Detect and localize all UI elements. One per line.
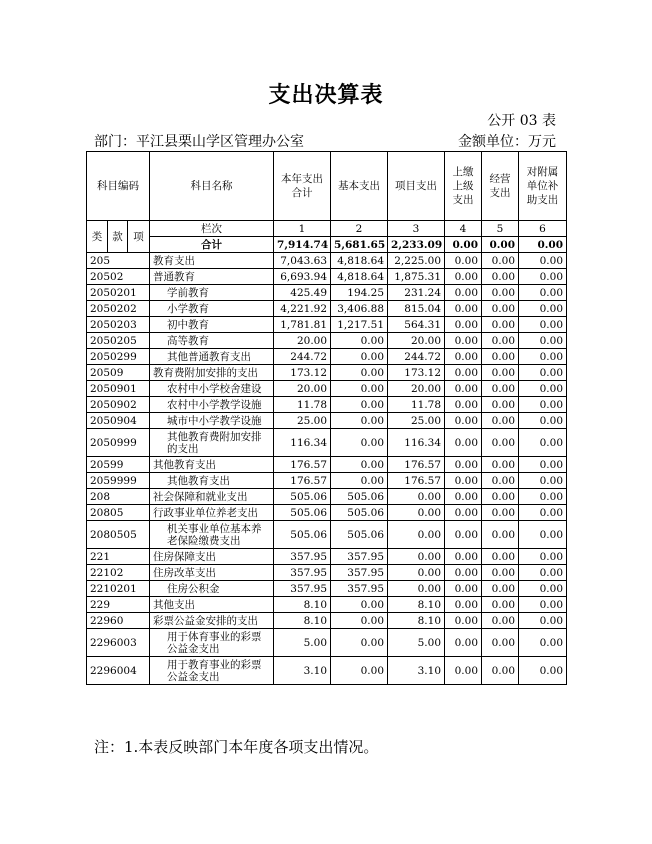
header-lei: 类 (87, 221, 108, 253)
row-value: 0.00 (388, 549, 445, 565)
row-name: 初中教育 (167, 318, 210, 331)
row-value: 0.00 (388, 505, 445, 521)
table-row (87, 581, 567, 597)
row-name: 其他普通教育支出 (167, 350, 252, 363)
row-value: 7,043.63 (274, 253, 331, 269)
page-title: 支出决算表 (268, 83, 384, 108)
table-row (87, 365, 567, 381)
total-cell: 0.00 (519, 237, 567, 253)
row-code: 221 (87, 549, 150, 565)
row-value: 8.10 (388, 597, 445, 613)
row-value: 0.00 (519, 565, 567, 581)
table-row (87, 613, 567, 629)
row-value: 0.00 (519, 489, 567, 505)
header-operating: 经营支出 (482, 152, 519, 221)
row-value: 244.72 (388, 349, 445, 365)
row-name: 住房改革支出 (153, 566, 217, 579)
row-value: 0.00 (519, 365, 567, 381)
table-row (87, 317, 567, 333)
row-value: 0.00 (445, 565, 482, 581)
row-code: 2210201 (87, 581, 150, 597)
row-value: 20.00 (388, 333, 445, 349)
row-name: 住房保障支出 (153, 550, 217, 563)
row-code: 20599 (87, 457, 150, 473)
table-row (87, 333, 567, 349)
col-number: 1 (274, 221, 331, 237)
row-value: 8.10 (274, 613, 331, 629)
row-name-cell (150, 565, 274, 581)
row-value: 0.00 (482, 457, 519, 473)
table-row (87, 521, 567, 549)
row-value: 0.00 (519, 613, 567, 629)
row-name: 普通教育 (153, 270, 196, 283)
row-value: 0.00 (388, 489, 445, 505)
row-value: 0.00 (519, 457, 567, 473)
department-label: 部门：平江县栗山学区管理办公室 (94, 134, 304, 150)
row-value: 357.95 (274, 565, 331, 581)
header-lanci: 栏次 (150, 221, 274, 237)
row-value: 0.00 (445, 489, 482, 505)
row-value: 0.00 (331, 473, 388, 489)
row-value: 0.00 (445, 349, 482, 365)
row-value: 505.06 (274, 521, 331, 549)
row-value: 0.00 (445, 301, 482, 317)
row-value: 0.00 (331, 613, 388, 629)
row-value: 0.00 (445, 269, 482, 285)
row-value: 173.12 (388, 365, 445, 381)
row-value: 1,875.31 (388, 269, 445, 285)
row-value: 0.00 (331, 413, 388, 429)
table-row (87, 473, 567, 489)
table-row (87, 457, 567, 473)
row-name-cell (150, 269, 274, 285)
table-row (87, 349, 567, 365)
row-name-cell (150, 581, 274, 597)
row-code: 22960 (87, 613, 150, 629)
header-heji: 合计 (150, 237, 274, 253)
row-name: 农村中小学教学设施 (167, 398, 262, 411)
row-value: 0.00 (482, 317, 519, 333)
row-value: 0.00 (482, 521, 519, 549)
row-code: 2050201 (87, 285, 150, 301)
table-row (87, 285, 567, 301)
table-row (87, 397, 567, 413)
table-row (87, 381, 567, 397)
row-value: 194.25 (331, 285, 388, 301)
row-name: 高等教育 (167, 334, 210, 347)
row-value: 3,406.88 (331, 301, 388, 317)
row-code: 20805 (87, 505, 150, 521)
row-code: 20502 (87, 269, 150, 285)
total-cell: 0.00 (445, 237, 482, 253)
row-value: 0.00 (519, 381, 567, 397)
row-value: 357.95 (274, 549, 331, 565)
row-code: 2059999 (87, 473, 150, 489)
row-value: 0.00 (482, 381, 519, 397)
row-name-cell (150, 253, 274, 269)
col-number: 6 (519, 221, 567, 237)
row-code: 229 (87, 597, 150, 613)
row-code: 205 (87, 253, 150, 269)
row-value: 0.00 (445, 597, 482, 613)
row-value: 0.00 (331, 365, 388, 381)
row-value: 0.00 (331, 597, 388, 613)
footnote: 注：1.本表反映部门本年度各项支出情况。 (94, 738, 379, 756)
row-value: 8.10 (274, 597, 331, 613)
row-value: 1,217.51 (331, 317, 388, 333)
row-value: 0.00 (388, 581, 445, 597)
row-value: 0.00 (482, 581, 519, 597)
row-code: 2050299 (87, 349, 150, 365)
row-code: 2080505 (87, 521, 150, 549)
row-value: 505.06 (274, 505, 331, 521)
row-value: 0.00 (519, 657, 567, 685)
row-name-cell (150, 629, 274, 657)
row-name: 社会保障和就业支出 (153, 490, 248, 503)
row-value: 0.00 (482, 413, 519, 429)
row-value: 505.06 (331, 489, 388, 505)
row-value: 0.00 (519, 629, 567, 657)
row-value: 8.10 (388, 613, 445, 629)
row-value: 0.00 (331, 629, 388, 657)
row-value: 505.06 (274, 489, 331, 505)
table-row (87, 429, 567, 457)
row-value: 0.00 (445, 253, 482, 269)
row-value: 564.31 (388, 317, 445, 333)
table-row (87, 413, 567, 429)
row-value: 0.00 (519, 549, 567, 565)
row-value: 425.49 (274, 285, 331, 301)
row-name-cell (150, 349, 274, 365)
row-name: 教育支出 (153, 254, 196, 267)
row-value: 0.00 (519, 317, 567, 333)
row-name: 教育费附加安排的支出 (153, 366, 259, 379)
row-value: 2,225.00 (388, 253, 445, 269)
row-value: 20.00 (274, 333, 331, 349)
row-value: 3.10 (274, 657, 331, 685)
row-value: 0.00 (519, 397, 567, 413)
row-value: 0.00 (388, 565, 445, 581)
row-value: 11.78 (274, 397, 331, 413)
row-name-cell (150, 429, 274, 457)
row-name: 其他支出 (153, 598, 196, 611)
row-name-cell (150, 597, 274, 613)
row-name: 学前教育 (167, 286, 210, 299)
row-value: 176.57 (274, 457, 331, 473)
row-value: 0.00 (445, 397, 482, 413)
row-value: 0.00 (482, 333, 519, 349)
header-code: 科目编码 (87, 152, 150, 221)
row-value: 4,818.64 (331, 253, 388, 269)
row-name-cell (150, 285, 274, 301)
row-value: 6,693.94 (274, 269, 331, 285)
row-value: 0.00 (482, 253, 519, 269)
row-name: 住房公积金 (167, 582, 220, 595)
table-row (87, 549, 567, 565)
row-value: 0.00 (445, 317, 482, 333)
row-value: 4,221.92 (274, 301, 331, 317)
row-code: 20509 (87, 365, 150, 381)
total-cell: 0.00 (482, 237, 519, 253)
row-value: 0.00 (482, 397, 519, 413)
row-value: 0.00 (445, 581, 482, 597)
row-name: 行政事业单位养老支出 (153, 506, 259, 519)
total-row (87, 237, 567, 253)
total-cell: 7,914.74 (274, 237, 331, 253)
row-value: 173.12 (274, 365, 331, 381)
row-value: 0.00 (445, 549, 482, 565)
col-number: 3 (388, 221, 445, 237)
row-value: 0.00 (445, 413, 482, 429)
row-value: 5.00 (274, 629, 331, 657)
total-cell: 2,233.09 (388, 237, 445, 253)
row-value: 0.00 (331, 333, 388, 349)
row-value: 20.00 (274, 381, 331, 397)
amount-unit-label: 金额单位：万元 (458, 134, 556, 150)
row-value: 176.57 (274, 473, 331, 489)
row-value: 0.00 (482, 365, 519, 381)
row-name-cell (150, 413, 274, 429)
table-row (87, 629, 567, 657)
row-name: 彩票公益金安排的支出 (153, 614, 259, 627)
table-row (87, 505, 567, 521)
table-row (87, 489, 567, 505)
row-value: 0.00 (445, 521, 482, 549)
row-name: 其他教育支出 (167, 474, 231, 487)
row-value: 0.00 (331, 429, 388, 457)
row-name-cell (150, 381, 274, 397)
row-name-cell (150, 473, 274, 489)
row-value: 231.24 (388, 285, 445, 301)
row-code: 22102 (87, 565, 150, 581)
row-value: 0.00 (519, 581, 567, 597)
row-value: 116.34 (274, 429, 331, 457)
row-code: 2050999 (87, 429, 150, 457)
row-value: 0.00 (482, 629, 519, 657)
row-value: 0.00 (482, 473, 519, 489)
row-value: 0.00 (445, 629, 482, 657)
table-header-row (87, 152, 567, 221)
row-name: 机关事业单位基本养老保险缴费支出 (167, 522, 262, 547)
header-upper: 上缴上级支出 (445, 152, 482, 221)
table-row (87, 597, 567, 613)
row-value: 116.34 (388, 429, 445, 457)
row-value: 815.04 (388, 301, 445, 317)
row-value: 357.95 (331, 581, 388, 597)
row-name-cell (150, 521, 274, 549)
row-value: 5.00 (388, 629, 445, 657)
header-basic: 基本支出 (331, 152, 388, 221)
row-value: 0.00 (445, 473, 482, 489)
row-name-cell (150, 317, 274, 333)
row-name-cell (150, 301, 274, 317)
row-value: 0.00 (445, 429, 482, 457)
row-value: 25.00 (274, 413, 331, 429)
header-kuan: 款 (108, 221, 128, 253)
row-value: 0.00 (331, 657, 388, 685)
row-value: 0.00 (331, 381, 388, 397)
row-code: 2050901 (87, 381, 150, 397)
row-value: 11.78 (388, 397, 445, 413)
row-value: 3.10 (388, 657, 445, 685)
row-value: 0.00 (519, 269, 567, 285)
header-xiang: 项 (128, 221, 150, 253)
row-name-cell (150, 549, 274, 565)
row-value: 0.00 (519, 597, 567, 613)
row-code: 2296004 (87, 657, 150, 685)
row-value: 0.00 (482, 489, 519, 505)
row-name-cell (150, 613, 274, 629)
row-value: 357.95 (331, 565, 388, 581)
row-code: 2050205 (87, 333, 150, 349)
expenditure-table (86, 151, 567, 685)
row-value: 0.00 (519, 285, 567, 301)
total-cell: 5,681.65 (331, 237, 388, 253)
row-value: 25.00 (388, 413, 445, 429)
table-row (87, 269, 567, 285)
row-value: 0.00 (445, 613, 482, 629)
row-value: 0.00 (519, 333, 567, 349)
row-code: 2050902 (87, 397, 150, 413)
row-value: 0.00 (482, 505, 519, 521)
row-value: 0.00 (445, 333, 482, 349)
row-name: 其他教育费附加安排的支出 (167, 430, 262, 455)
col-number: 4 (445, 221, 482, 237)
row-value: 0.00 (519, 473, 567, 489)
row-value: 0.00 (519, 429, 567, 457)
row-name-cell (150, 657, 274, 685)
row-value: 0.00 (445, 365, 482, 381)
row-value: 0.00 (519, 253, 567, 269)
row-name: 城市中小学教学设施 (167, 414, 262, 427)
row-value: 176.57 (388, 473, 445, 489)
row-name: 其他教育支出 (153, 458, 217, 471)
row-value: 0.00 (331, 349, 388, 365)
row-value: 505.06 (331, 505, 388, 521)
header-name: 科目名称 (150, 152, 274, 221)
row-value: 0.00 (445, 457, 482, 473)
col-number: 2 (331, 221, 388, 237)
row-name-cell (150, 505, 274, 521)
row-name: 用于体育事业的彩票公益金支出 (167, 630, 262, 655)
table-row (87, 253, 567, 269)
header-subsidy: 对附属单位补助支出 (519, 152, 567, 221)
header-total: 本年支出合计 (274, 152, 331, 221)
table-row (87, 565, 567, 581)
column-number-row (87, 221, 567, 237)
row-value: 0.00 (519, 505, 567, 521)
row-value: 0.00 (482, 285, 519, 301)
row-value: 0.00 (445, 285, 482, 301)
table-row (87, 657, 567, 685)
row-value: 0.00 (388, 521, 445, 549)
row-value: 357.95 (331, 549, 388, 565)
row-code: 2296003 (87, 629, 150, 657)
row-value: 0.00 (482, 429, 519, 457)
row-name: 小学教育 (167, 302, 210, 315)
row-value: 505.06 (331, 521, 388, 549)
row-value: 0.00 (482, 269, 519, 285)
row-value: 0.00 (445, 505, 482, 521)
row-value: 0.00 (482, 349, 519, 365)
row-value: 176.57 (388, 457, 445, 473)
row-value: 0.00 (519, 301, 567, 317)
row-name-cell (150, 489, 274, 505)
row-value: 0.00 (482, 565, 519, 581)
row-name-cell (150, 457, 274, 473)
form-number: 公开 03 表 (487, 113, 556, 129)
row-code: 2050202 (87, 301, 150, 317)
col-number: 5 (482, 221, 519, 237)
row-value: 0.00 (519, 349, 567, 365)
row-value: 0.00 (482, 613, 519, 629)
row-value: 0.00 (445, 657, 482, 685)
row-value: 1,781.81 (274, 317, 331, 333)
row-name: 用于教育事业的彩票公益金支出 (167, 658, 262, 683)
row-value: 0.00 (482, 657, 519, 685)
row-value: 0.00 (331, 457, 388, 473)
row-value: 0.00 (519, 521, 567, 549)
row-value: 20.00 (388, 381, 445, 397)
row-value: 0.00 (482, 549, 519, 565)
row-value: 0.00 (445, 381, 482, 397)
row-code: 2050904 (87, 413, 150, 429)
row-value: 0.00 (519, 413, 567, 429)
row-value: 244.72 (274, 349, 331, 365)
row-name-cell (150, 333, 274, 349)
row-code: 2050203 (87, 317, 150, 333)
row-name-cell (150, 397, 274, 413)
row-value: 0.00 (482, 597, 519, 613)
header-project: 项目支出 (388, 152, 445, 221)
table-row (87, 301, 567, 317)
row-code: 208 (87, 489, 150, 505)
row-name: 农村中小学校舍建设 (167, 382, 262, 395)
row-value: 0.00 (482, 301, 519, 317)
row-value: 0.00 (331, 397, 388, 413)
row-value: 4,818.64 (331, 269, 388, 285)
row-value: 357.95 (274, 581, 331, 597)
row-name-cell (150, 365, 274, 381)
